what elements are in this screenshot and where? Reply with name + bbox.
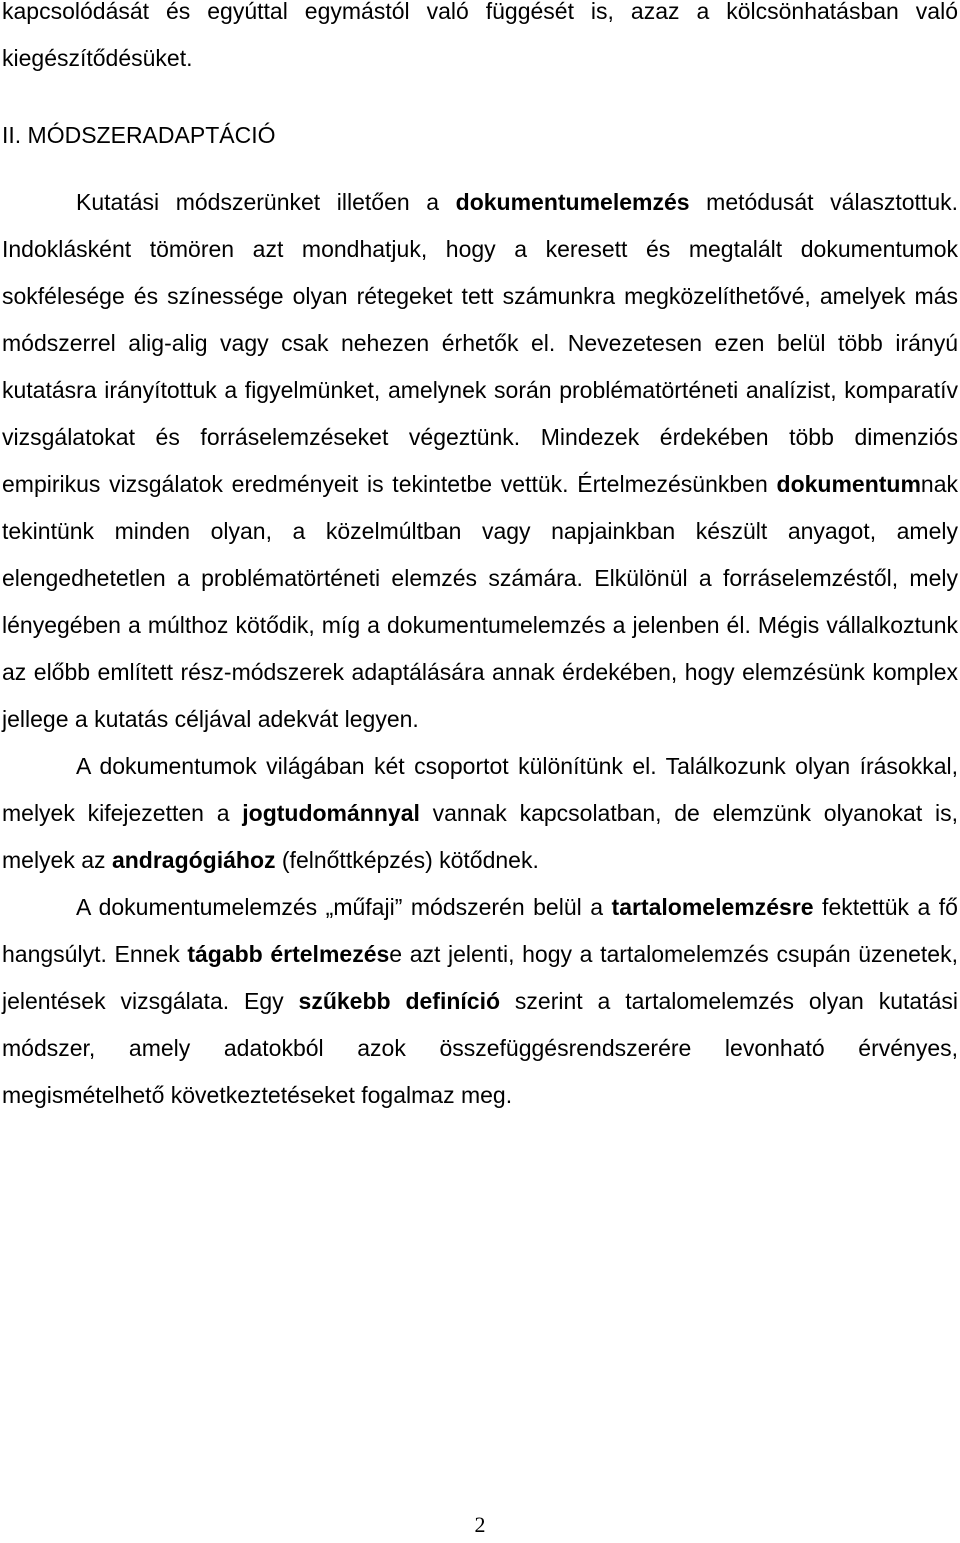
term-dokumentum: dokumentum bbox=[776, 471, 921, 497]
paragraph-method-text-2: metódusát választottuk. Indoklásként tömören azt mondhatjuk, hogy a keresett és megtalált dokumentumok sokfélesége és színessége olyan rétegeket tett számunkra megközelíthetővé, amelyek más módszerrel alig-alig vagy csak nehezen érhetők el. Nevezetesen ezen belül több irányú kutatásra irányítottuk a figyelmünket, amelynek során problématörténeti analízist, komparatív vizsgálatokat és forráselemzéseket végeztünk. Mindezek érdekében több dimenziós empirikus vizsgálatok eredményeit is tekintetbe vettük. Értelmezésünkben bbox=[2, 189, 958, 497]
section-heading: II. MÓDSZERADAPTÁCIÓ bbox=[2, 122, 276, 148]
paragraph-content-analysis bbox=[2, 884, 958, 1119]
paragraph-groups-text-1: A dokumentumok világában két csoportot különítünk el. Találkozunk olyan írásokkal, melyek kifejezetten a bbox=[2, 753, 958, 826]
term-dokumentumelemzes: dokumentumelemzés bbox=[455, 189, 690, 215]
term-szukebb-definicio: szűkebb definíció bbox=[298, 988, 501, 1014]
intro-paragraph bbox=[2, 0, 958, 82]
page-number: 2 bbox=[474, 1512, 486, 1537]
paragraph-method-text-1: Kutatási módszerünket illetően a bbox=[76, 189, 456, 215]
paragraph-groups-text-3: (felnőttképzés) kötődnek. bbox=[275, 847, 539, 873]
term-tagabb-ertelmezes: tágabb értelmezés bbox=[187, 941, 390, 967]
term-tartalomelemzes: tartalomelemzésre bbox=[611, 894, 814, 920]
paragraph-method bbox=[2, 179, 958, 743]
paragraph-content-text-1: A dokumentumelemzés „műfaji” módszerén belül a bbox=[76, 894, 612, 920]
paragraph-content-text-3: e azt jelenti, hogy a tartalomelemzés csupán üzenetek, jelentések vizsgálata. Egy bbox=[2, 941, 958, 1014]
paragraph-content-text-2: fektettük a fő hangsúlyt. Ennek bbox=[2, 894, 958, 967]
document-body bbox=[2, 0, 958, 1119]
paragraph-groups-text-2: vannak kapcsolatban, de elemzünk olyanokat is, melyek az bbox=[2, 800, 958, 873]
intro-text: kapcsolódását és egyúttal egymástól való függését is, azaz a kölcsönhatásban való kiegészítődésüket. bbox=[2, 0, 958, 71]
paragraph-method-text-3: nak tekintünk minden olyan, a közelmúltban vagy napjainkban készült anyagot, amely elengedhetetlen a problématörténeti elemzés számára. Elkülönül a forráselemzéstől, mely lényegében a múlthoz kötődik, míg a dokumentumelemzés a jelenben él. Mégis vállalkoztunk az előbb említett rész-módszerek adaptálására annak érdekében, hogy elemzésünk komplex jellege a kutatás céljával adekvát legyen. bbox=[2, 471, 958, 732]
term-andragogia: andragógiához bbox=[111, 847, 276, 873]
term-jogtudomany: jogtudománnyal bbox=[242, 800, 420, 826]
paragraph-content-text-4: szerint a tartalomelemzés olyan kutatási módszer, amely adatokból azok összefüggésrendszerére levonható érvényes, megismételhető következtetéseket fogalmaz meg. bbox=[2, 988, 958, 1108]
paragraph-groups bbox=[2, 743, 958, 884]
